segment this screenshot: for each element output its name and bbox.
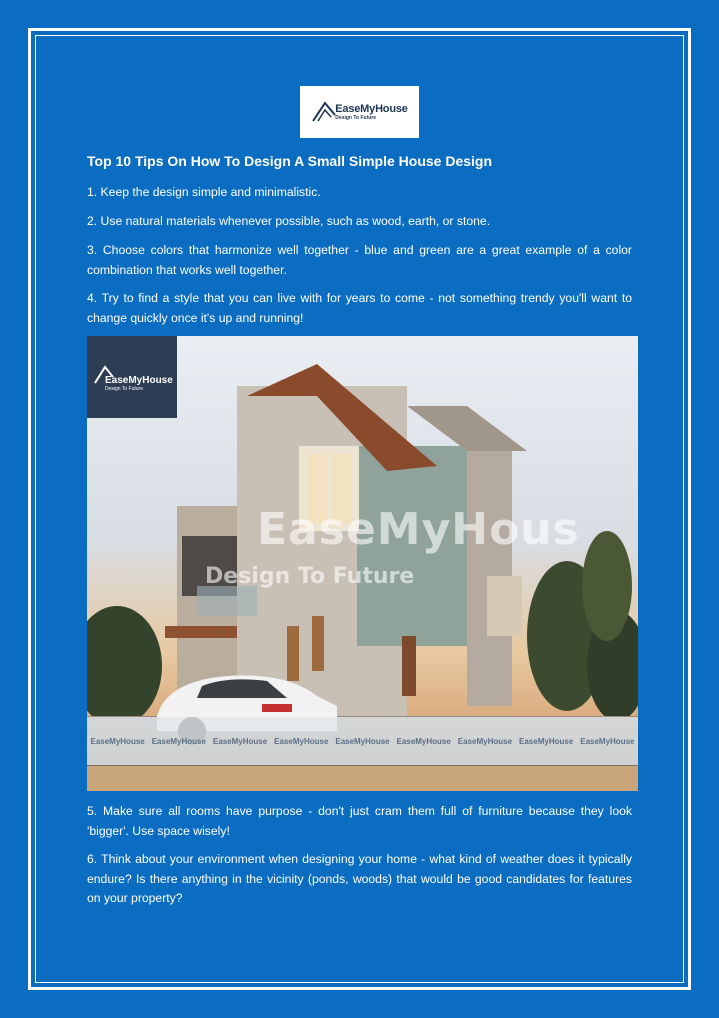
strip-logo: EaseMyHouse bbox=[90, 736, 145, 746]
brand-logo bbox=[300, 86, 419, 138]
photo-logo-tagline: Design To Future bbox=[105, 385, 143, 392]
tip-1: 1. Keep the design simple and minimalistic. bbox=[87, 185, 321, 199]
tip-5: 5. Make sure all rooms have purpose - don't just cram them full of furniture because they look 'bigger'. Use space wisely! bbox=[87, 804, 632, 838]
strip-logo: EaseMyHouse bbox=[151, 736, 206, 746]
logo-brand-name: EaseMyHouse bbox=[335, 103, 408, 115]
page-title: Top 10 Tips On How To Design A Small Simple House Design bbox=[87, 153, 493, 169]
tip-3: 3. Choose colors that harmonize well together - blue and green are a great example of a color combination that works well together. bbox=[87, 243, 632, 277]
tip-6: 6. Think about your environment when designing your home - what kind of weather does it typically endure? Is there anything in the vicinity (ponds, woods) that would be good candidates for features on your property? bbox=[87, 852, 632, 905]
watermark-strip bbox=[87, 717, 638, 765]
watermark-tagline: Design To Future bbox=[205, 564, 415, 589]
strip-logo: EaseMyHouse bbox=[335, 736, 390, 746]
strip-logo: EaseMyHouse bbox=[580, 736, 635, 746]
tip-4: 4. Try to find a style that you can live with for years to come - not something trendy you'll want to change quickly once it's up and running! bbox=[87, 291, 632, 325]
house-photo bbox=[87, 336, 638, 791]
strip-logo: EaseMyHouse bbox=[274, 736, 329, 746]
photo-brand-logo bbox=[87, 336, 177, 418]
watermark-brand: EaseMyHous bbox=[257, 504, 580, 555]
strip-logo: EaseMyHouse bbox=[212, 736, 268, 746]
strip-logo: EaseMyHouse bbox=[457, 736, 513, 746]
photo-logo-brand: EaseMyHouse bbox=[105, 374, 173, 386]
strip-logo: EaseMyHouse bbox=[519, 736, 574, 746]
strip-logo: EaseMyHouse bbox=[396, 736, 451, 746]
logo-tagline: Design To Future bbox=[335, 115, 377, 121]
tip-2: 2. Use natural materials whenever possible, such as wood, earth, or stone. bbox=[87, 214, 491, 228]
